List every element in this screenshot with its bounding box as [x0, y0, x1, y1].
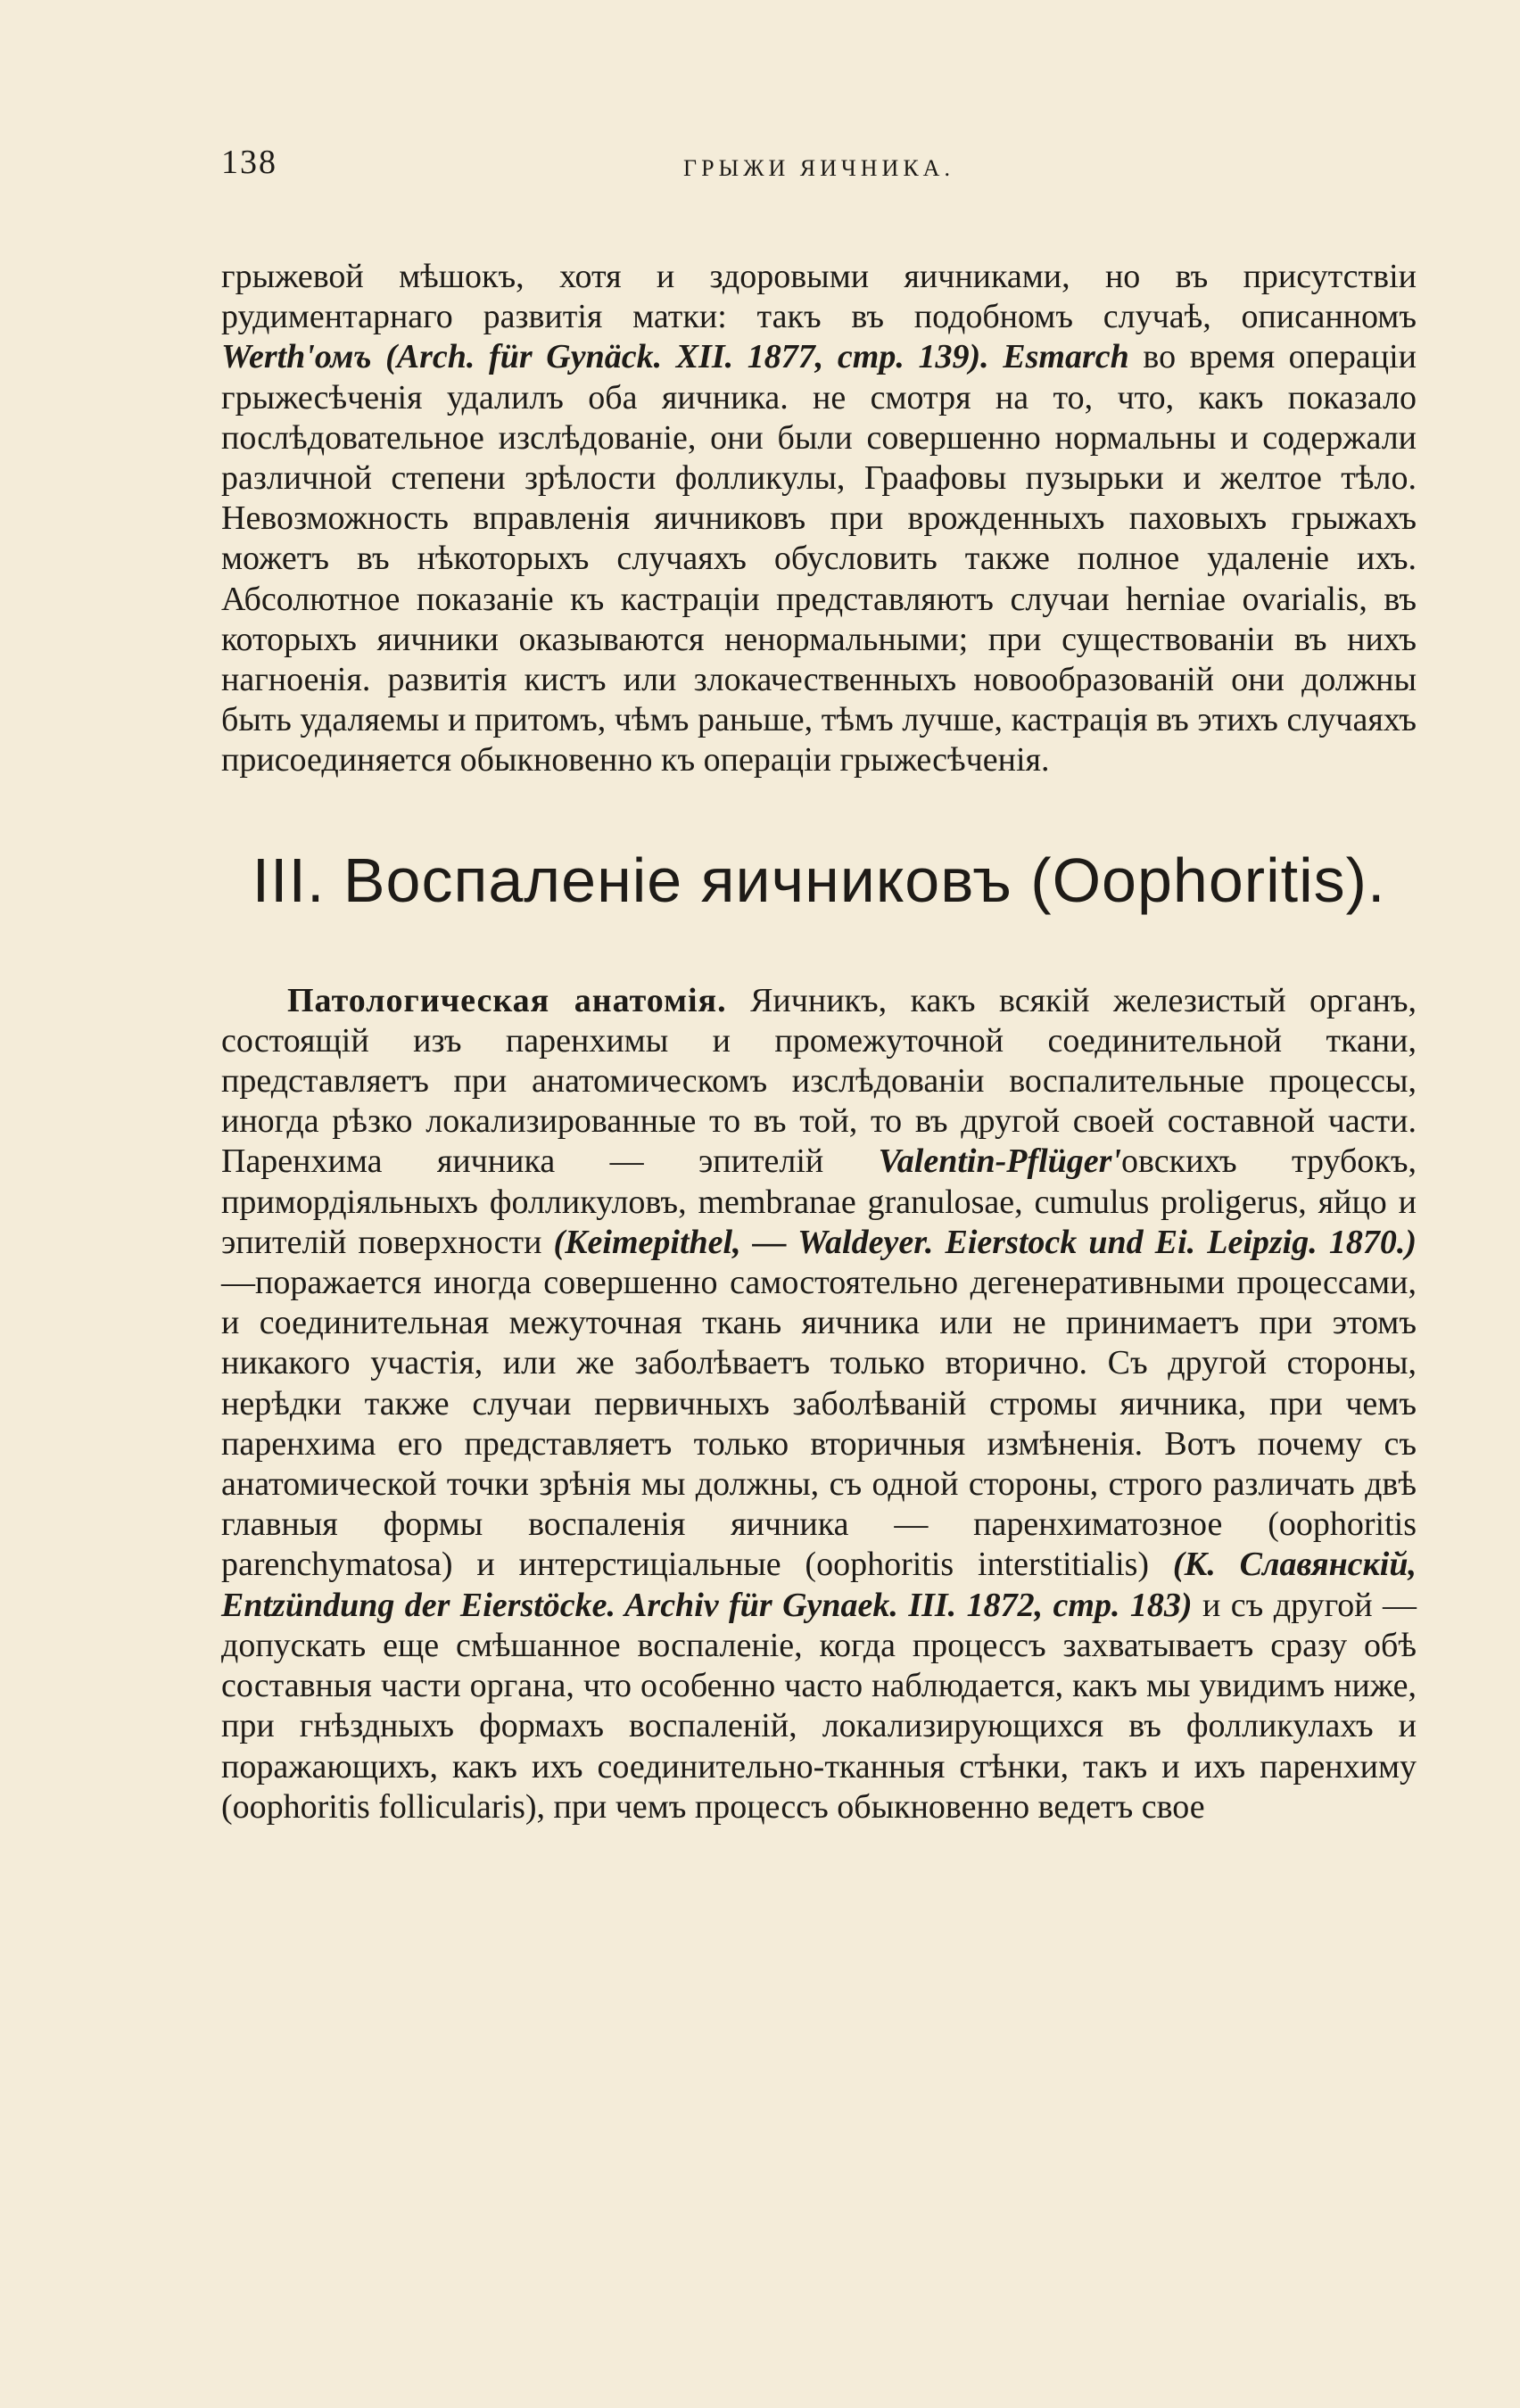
text-run: овскихъ трубокъ, примордіяльныхъ фолликуловъ, membranae granulosae, cumulus proligerus, яйцо и эпителій поверхности: [221, 1142, 1417, 1261]
section-heading: III. Воспаленіе яичниковъ (Oophoritis).: [252, 845, 1386, 915]
text-run: [989, 338, 1004, 375]
text-run: Яичникъ, какъ всякій железистый органъ, состоящій изъ паренхимы и промежуточной соединительной ткани, представляетъ при анатомическомъ изслѣдованіи воспалительные процессы, иногда рѣзко локализированные то въ той, то въ другой своей составной части. Паренхима яичника — эпителій: [221, 981, 1417, 1181]
citation-waldeyer: (Keimepithel, — Waldeyer. Eierstock und Ei. Leipzig. 1870.): [553, 1223, 1417, 1261]
page-content: [221, 143, 1417, 1827]
text-run: грыжевой мѣшокъ, хотя и здоровыми яичниками, но въ присутствіи рудиментарнаго развитія матки: такъ въ подобномъ случаѣ, описанномъ: [221, 258, 1417, 336]
author-esmarch: Esmarch: [1003, 338, 1129, 376]
text-run: —поражается иногда совершенно самостоятельно дегенеративными процессами, и соединительная межуточная ткань яичника или не принимаетъ при этомъ никакого участія, или же заболѣваетъ только вторично. Съ другой стороны, нерѣдки также случаи первичныхъ заболѣваній стромы яичника, при чемъ паренхима его представляетъ только вторичныя измѣненія. Вотъ почему съ анатомической точки зрѣнія мы должны, съ одной стороны, строго различать двѣ главныя формы воспаленія яичника — паренхиматозное (oophoritis parenchymatosa) и интерстиціальные (oophoritis interstitialis): [221, 1264, 1417, 1584]
running-title: ГРЫЖИ ЯИЧНИКА.: [683, 155, 954, 181]
running-head: [221, 143, 1417, 196]
page-number: 138: [221, 144, 277, 181]
run-in-heading: Патологическая анатомія.: [287, 981, 727, 1019]
author-valentin-pfluger: Valentin-Pflüger': [878, 1142, 1122, 1181]
citation-slavyansky: (К. Славянскій, Entzündung der Eierstöcke. Archiv für Gynaek. III. 1872, стр. 183): [221, 1546, 1417, 1624]
text-run: и съ другой — допускать еще смѣшанное воспаленіе, когда процессъ захватываетъ сразу обѣ составныя части органа, что особенно часто наблюдается, какъ мы увидимъ ниже, при гнѣздныхъ формахъ воспаленій, локализирующихся въ фолликулахъ и поражающихъ, какъ ихъ соединительно-тканныя стѣнки, такъ и ихъ паренхиму (oophoritis follicularis), при чемъ процессъ обыкновенно ведетъ свое: [221, 1586, 1417, 1826]
citation-werth: Werth'омъ (Arch. für Gynäck. XII. 1877, стр. 139).: [221, 338, 989, 376]
paragraph-hernia-continuation: [221, 257, 1417, 781]
text-run: во время операціи грыжесѣченія удалилъ оба яичника. не смотря на то, что, какъ показало послѣдовательное изслѣдованіе, они были совершенно нормальны и содержали различной степени зрѣлости фолликулы, Граафовы пузырьки и желтое тѣло. Невозможность вправленія яичниковъ при врожденныхъ паховыхъ грыжахъ можетъ въ нѣкоторыхъ случаяхъ обусловить также полное удаленіе ихъ. Абсолютное показаніе къ кастраціи представляютъ случаи herniae ovarialis, въ которыхъ яичники оказываются ненормальными; при существованіи въ нихъ нагноенія. развитія кистъ или злокачественныхъ новообразованій они должны быть удаляемы и притомъ, чѣмъ раньше, тѣмъ лучше, кастрація въ этихъ случаяхъ присоединяется обыкновенно къ операціи грыжесѣченія.: [221, 338, 1417, 779]
paragraph-pathological-anatomy: [221, 981, 1417, 1827]
